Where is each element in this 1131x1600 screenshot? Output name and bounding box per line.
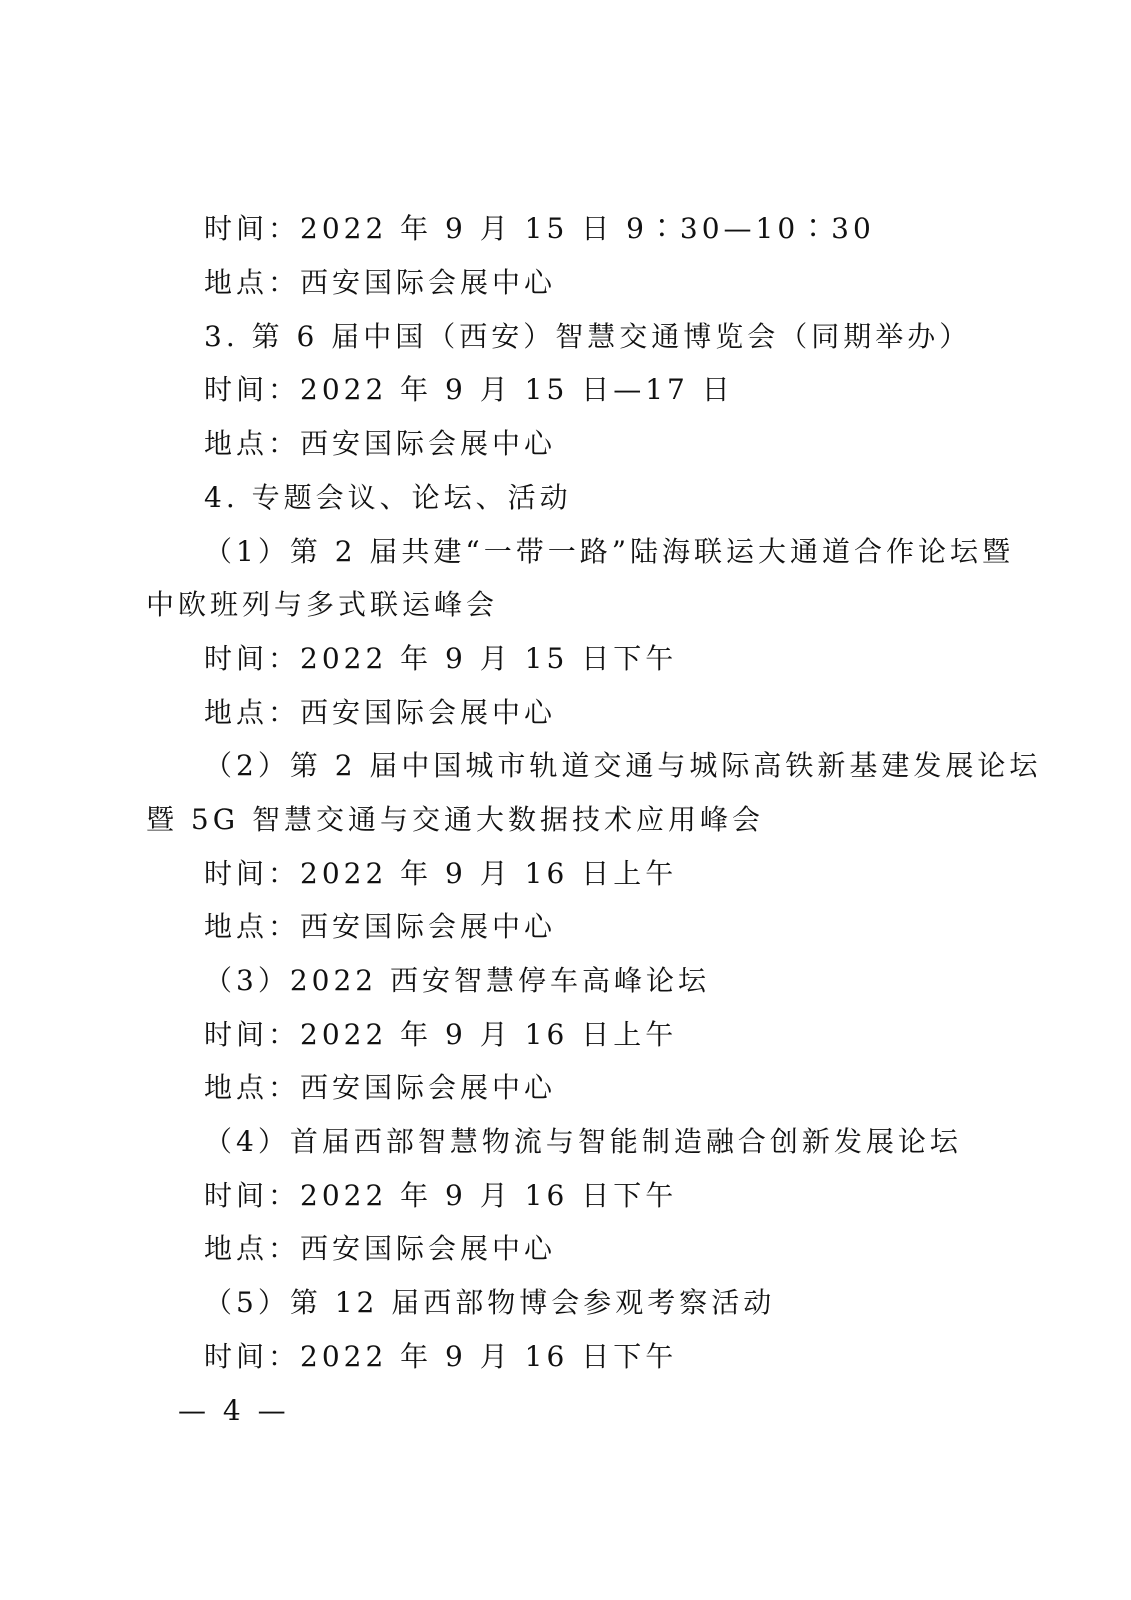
page-number: — 4 —: [178, 1394, 290, 1427]
forum4-location: 地点：西安国际会展中心: [204, 1232, 557, 1265]
session2-time: 时间：2022 年 9 月 15 日 9∶30—10∶30: [204, 212, 875, 245]
forum2-title-line1: （2）第 2 届中国城市轨道交通与城际高铁新基建发展论坛: [204, 749, 1042, 782]
item3-heading: 3. 第 6 届中国（西安）智慧交通博览会（同期举办）: [204, 320, 972, 353]
session2-location: 地点：西安国际会展中心: [204, 266, 557, 299]
forum2-time: 时间：2022 年 9 月 16 日上午: [204, 857, 678, 890]
forum3-location: 地点：西安国际会展中心: [204, 1071, 557, 1104]
item3-time: 时间：2022 年 9 月 15 日—17 日: [204, 373, 734, 406]
forum2-title-line2: 暨 5G 智慧交通与交通大数据技术应用峰会: [146, 803, 764, 836]
forum1-title-line1: （1）第 2 届共建“一带一路”陆海联运大通道合作论坛暨: [204, 535, 1015, 568]
activity5-title: （5）第 12 届西部物博会参观考察活动: [204, 1286, 776, 1319]
item4-heading: 4. 专题会议、论坛、活动: [204, 481, 572, 514]
forum2-location: 地点：西安国际会展中心: [204, 910, 557, 943]
forum1-time: 时间：2022 年 9 月 15 日下午: [204, 642, 678, 675]
forum3-title: （3）2022 西安智慧停车高峰论坛: [204, 964, 710, 997]
activity5-time: 时间：2022 年 9 月 16 日下午: [204, 1340, 678, 1373]
item3-location: 地点：西安国际会展中心: [204, 427, 557, 460]
forum4-title: （4）首届西部智慧物流与智能制造融合创新发展论坛: [204, 1125, 962, 1158]
forum4-time: 时间：2022 年 9 月 16 日下午: [204, 1179, 678, 1212]
forum1-title-line2: 中欧班列与多式联运峰会: [146, 588, 499, 621]
forum3-time: 时间：2022 年 9 月 16 日上午: [204, 1018, 678, 1051]
forum1-location: 地点：西安国际会展中心: [204, 696, 557, 729]
